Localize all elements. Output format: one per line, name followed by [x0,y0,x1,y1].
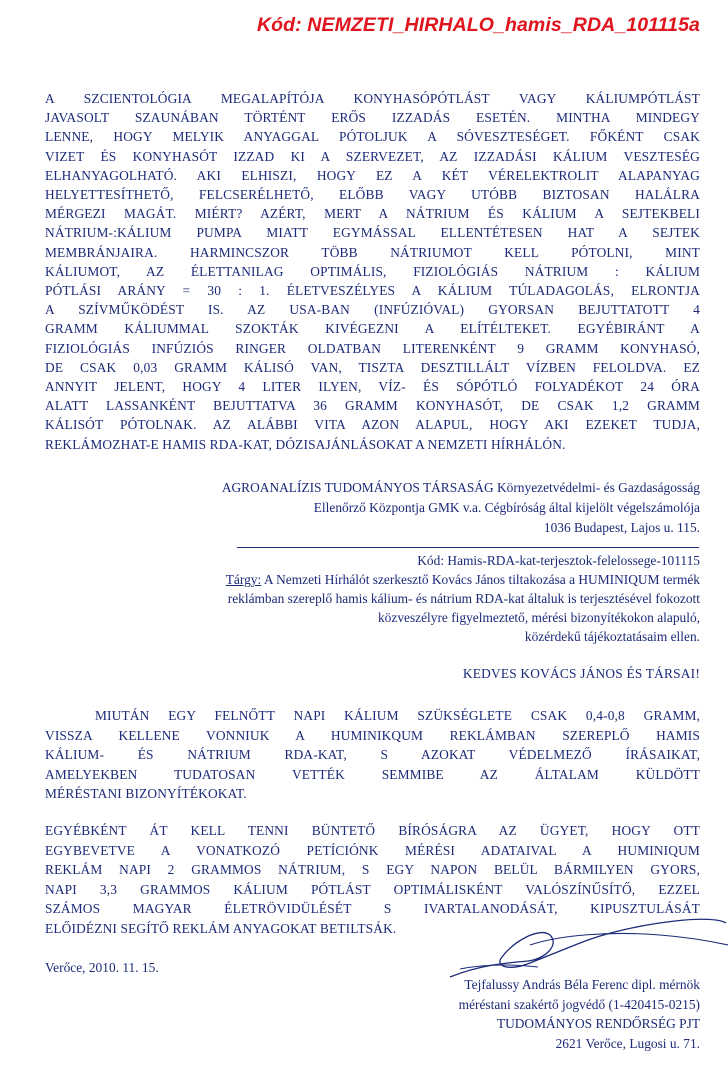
organization-block [60,478,700,538]
signature-block [280,975,700,1053]
paragraph-line: ELHANYAGOLHATÓ. AKI ELHISZI, HOGY EZ A KÉT VÉRELEKTROLIT ALAPANYAG [45,167,700,183]
paragraph-line: SZÁMOS MAGYAR ÉLETRÖVIDÜLÉSÉT S IVARTALANODÁSÁT, KIPUSZTULÁSÁT [45,901,700,917]
paragraph-line: REKLÁM NAPI 2 GRAMMOS NÁTRIUM, S EGY NAPON BELÜL BÁRMILYEN GYORS, [45,862,700,878]
organization-line: Ellenőrző Központja GMK v.a. Cégbíróság által kijelölt végelszámolója [313,500,700,515]
place-date: Verőce, 2010. 11. 15. [45,960,159,975]
paragraph-line: JAVASOLT SZAUNÁBAN TÖRTÉNT ERŐS IZZADÁS ESETÉN. MINTHA MINDEGY [45,110,700,126]
paragraph-line: NAPI 3,3 GRAMMOS KÁLIUM PÓTLÁST OPTIMÁLISKÉNT VALÓSZÍNŰSÍTŐ, EZZEL [45,881,700,897]
organization-line: AGROANALÍZIS TUDOMÁNYOS TÁRSASÁG Környezetvédelmi- és Gazdaságosság [221,480,700,495]
subject-text: A Nemzeti Hírhálót szerkesztő Kovács János tiltakozása a HUMINIQUM termék [263,572,700,587]
paragraph-line: VIZET ÉS KONYHASÓT IZZAD KI A SZERVEZET, AZ IZZADÁSI KÁLIUM VESZTESÉG [45,148,700,164]
signer-title: méréstani szakértő jogvédő (1-420415-0215) [458,996,700,1012]
reference-block [40,551,700,646]
paragraph-line: A SZCIENTOLÓGIA MEGALAPÍTÓJA KONYHASÓPÓTLÁST VAGY KÁLIUMPÓTLÁST [45,91,700,106]
paragraph-line: NÁTRIUM-:KÁLIUM PUMPA MIATT EGYMÁSSAL ELLENTÉTESEN HAT A SEJTEK [45,225,700,241]
greeting: KEDVES KOVÁCS JÁNOS ÉS TÁRSAI! [462,666,700,681]
request-paragraph [45,706,700,804]
paragraph-line: REKLÁMOZHAT-E HAMIS RDA-KAT, DÓZISAJÁNLÁSOKAT A NEMZETI HÍRHÁLÓN. [45,436,566,452]
paragraph-line: ALATT LASSANKÉNT BEJUTTATVA 36 GRAMM KONYHASÓT, DE CSAK 1,2 GRAMM [45,398,700,414]
paragraph-line: VISSZA KELLENE VONNIUK A HUMINIKQUM REKLÁMBAN SZEREPLŐ HAMIS [45,727,700,743]
paragraph-line: ANNYIT JELENT, HOGY 4 LITER ILYEN, VÍZ- ÉS SÓPÓTLÓ FOLYADÉKOT 24 ÓRA [45,379,700,395]
paragraph-line: A SZÍVMŰKÖDÉST IS. AZ USA-BAN (INFÚZIÓVAL) GYORSAN BEJUTTATOTT 4 [45,302,700,318]
paragraph-line: LENNE, HOGY MELYIK ANYAGGAL PÓTOLJUK A SÓVESZTESÉGET. FŐKÉNT CSAK [45,129,700,145]
intro-paragraph [45,89,700,454]
subject-line [40,570,700,589]
organization-address: 1036 Budapest, Lajos u. 115. [543,520,700,535]
separator-line [237,547,699,548]
paragraph-line: HELYETTESÍTHETŐ, FELCSERÉLHETŐ, ELŐBB VAGY UTÓBB BIZTOSAN HALÁLRA [45,187,700,203]
signer-name: Tejfalussy András Béla Ferenc dipl. mérnök [464,977,700,992]
paragraph-line: MIUTÁN EGY FELNŐTT NAPI KÁLIUM SZÜKSÉGLETE CSAK 0,4-0,8 GRAMM, [95,708,700,723]
paragraph-line: MEMBRÁNJAIRA. HARMINCSZOR TÖBB NÁTRIUMOT KELL PÓTOLNI, MINT [45,244,700,260]
subject-text: közveszélyre figyelmeztető, mérési bizonyítékokon alapuló, [377,610,700,625]
signer-organization: TUDOMÁNYOS RENDŐRSÉG PJT [496,1016,700,1032]
paragraph-line: EGYBEVETVE A VONATKOZÓ PETÍCIÓNK MÉRÉSI ADATAIVAL A HUMINIQUM [45,842,700,858]
signer-address: 2621 Verőce, Lugosi u. 71. [555,1035,700,1051]
paragraph-line: MÉRÉSTANI BIZONYÍTÉKOKAT. [45,786,247,801]
paragraph-line: DE CSAK 0,03 GRAMM KÁLISÓ VAN, TISZTA DESZTILLÁLT VÍZBEN FELOLDVA. EZ [45,359,700,375]
paragraph-line: KÁLIUM- ÉS NÁTRIUM RDA-KAT, S AZOKAT VÉDELMEZŐ ÍRÁSAIKAT, [45,747,700,762]
paragraph-line: EGYÉBKÉNT ÁT KELL TENNI BÜNTETŐ BÍRÓSÁGRA AZ ÜGYET, HOGY OTT [45,823,700,838]
paragraph-line: AMELYEKBEN TUDATOSAN VETTÉK SEMMIBE AZ ÁLTALAM KÜLDÖTT [45,766,700,782]
paragraph-line: PÓTLÁSI ARÁNY = 30 : 1. ÉLETVESZÉLYES A KÁLIUM TÚLADAGOLÁS, ELRONTJA [45,283,700,299]
subject-text: közérdekű tájékoztatásaim ellen. [524,629,700,644]
paragraph-line: KÁLIUMOT, AZ ÉLETTANILAG OPTIMÁLIS, FIZIOLÓGIÁS NÁTRIUM : KÁLIUM [45,263,700,279]
paragraph-line: GRAMM KÁLIUMMAL SZOKTÁK KIVÉGEZNI A ELÍTÉLTEKET. EGYÉBIRÁNT A [45,321,700,337]
subject-label: Tárgy: [225,572,262,587]
reference-code: Kód: Hamis-RDA-kat-terjesztok-felelossege-101115 [417,553,700,568]
paragraph-line: MÉRGEZI MAGÁT. MIÉRT? AZÉRT, MERT A NÁTRIUM ÉS KÁLIUM A SEJTEKBELI [45,206,700,222]
document-code-header: Kód: NEMZETI_HIRHALO_hamis_RDA_101115a [256,14,700,36]
subject-text: reklámban szereplő hamis kálium- és nátrium RDA-kat általuk is terjesztésével fokozott [227,591,700,606]
paragraph-line: KÁLISÓT PÓTOLNAK. AZ ALÁBBI VITA AZON ALAPUL, HOGY AKI EZEKET TUDJA, [45,417,700,433]
paragraph-line: FIZIOLÓGIÁS INFÚZIÓS RINGER OLDATBAN LITERENKÉNT 9 GRAMM KONYHASÓ, [45,340,700,356]
paragraph-line: ELŐIDÉZNI SEGÍTŐ REKLÁM ANYAGOKAT BETILTSÁK. [45,920,397,936]
